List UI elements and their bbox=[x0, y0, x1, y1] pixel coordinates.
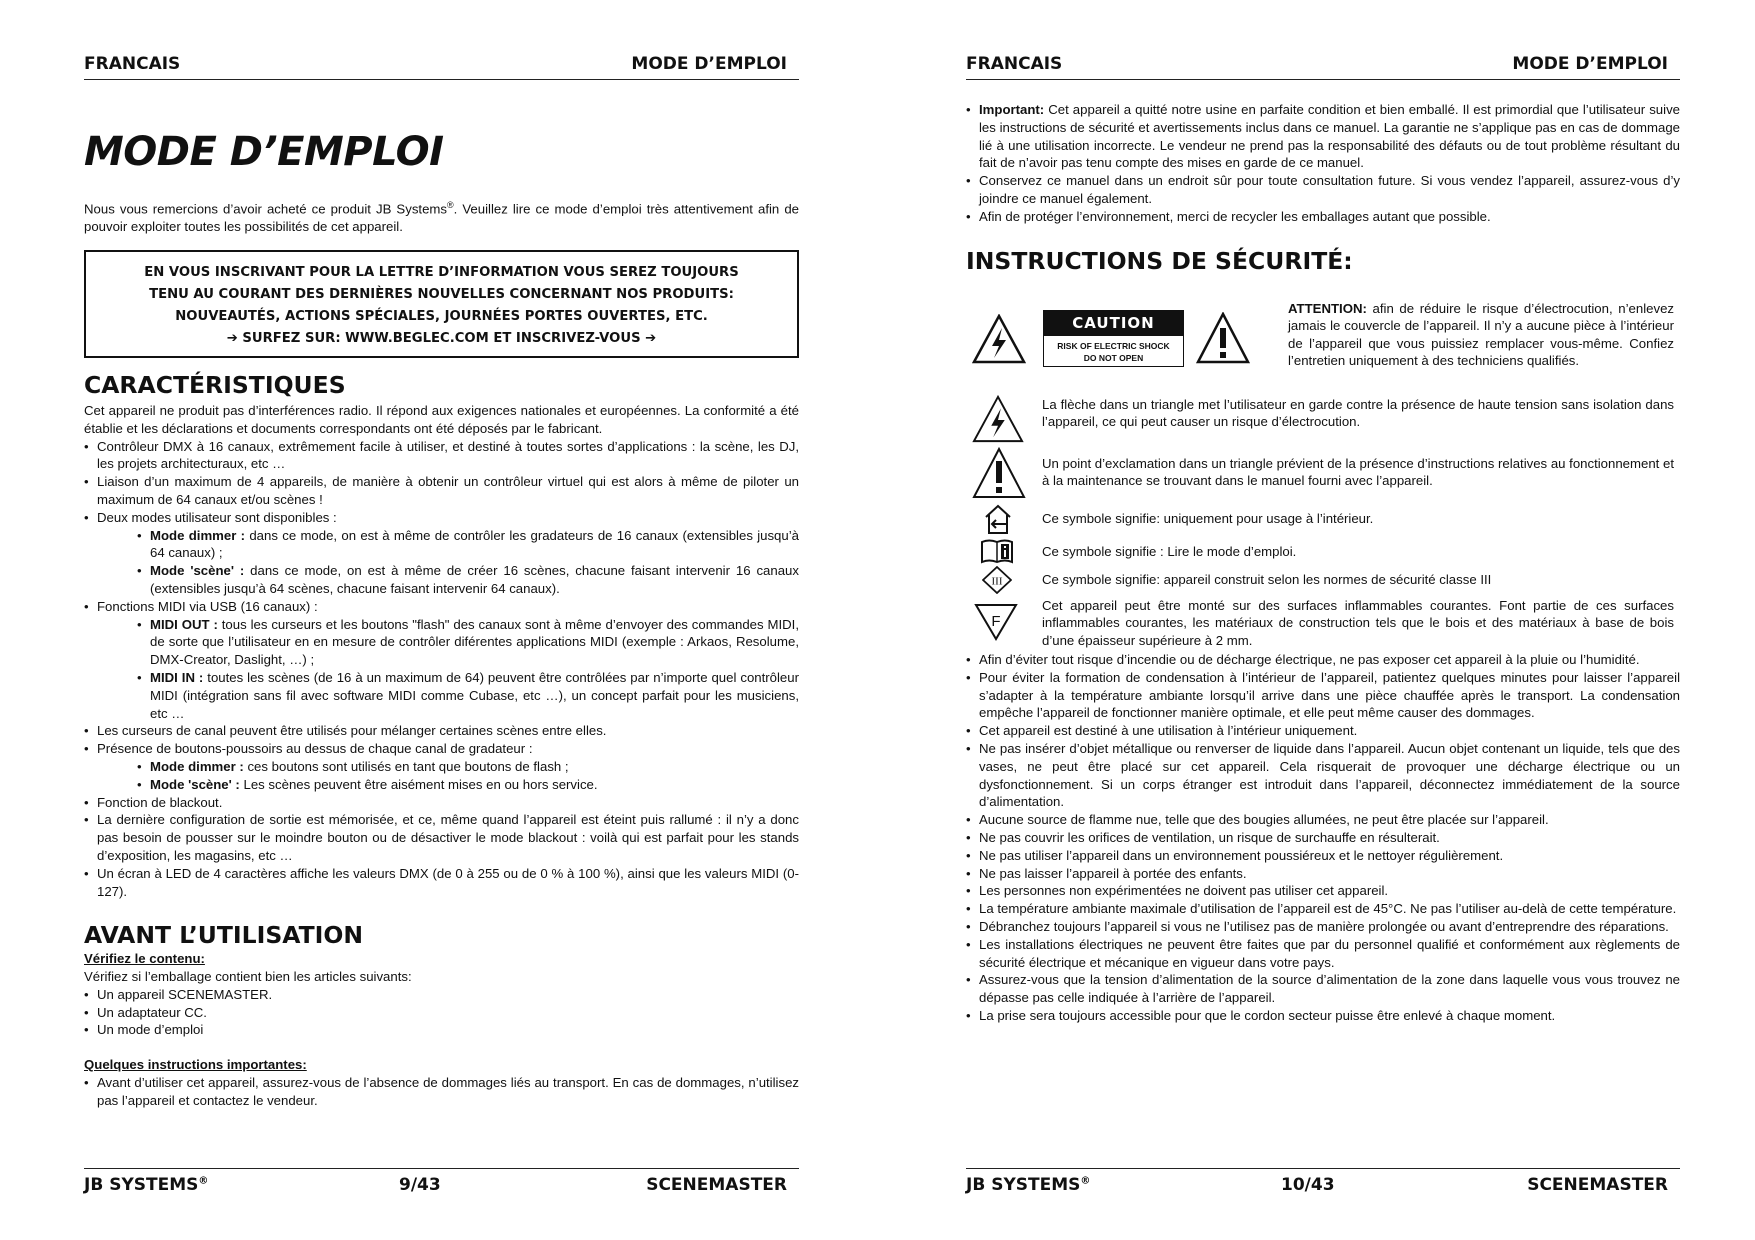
symbol-description: Un point d’exclamation dans un triangle prévient de la présence d’instructions relatives au fonctionnement et à la maintenance se trouvant dans le manuel fourni avec l’appareil. bbox=[1042, 456, 1674, 489]
list-item: • Afin de protéger l’environnement, merci de recycler les emballages autant que possible. bbox=[966, 208, 1680, 226]
list-item: • Mode 'scène' : dans ce mode, on est à même de créer 16 scènes, chacune faisant intervenir 16 canaux (extensibles jusqu’à 64 scènes, chacune faisant intervenir 64 canaux). bbox=[137, 562, 799, 598]
list-item: • Les personnes non expérimentées ne doivent pas utiliser cet appareil. bbox=[966, 882, 1680, 900]
footer-brand: JB SYSTEMS® bbox=[966, 1175, 1091, 1195]
list-item: • Liaison d’un maximum de 4 appareils, de manière à obtenir un contrôleur virtuel qui est alors à même de piloter un maximum de 64 canaux et/ou scènes ! bbox=[84, 473, 799, 509]
footer-page-number: 10/43 bbox=[1281, 1175, 1335, 1195]
list-item: • Fonctions MIDI via USB (16 canaux) : • MIDI OUT : tous les curseurs et les boutons "flash" des canaux sont à même d’envoyer des commandes MIDI, de sorte que l’utilisateur en en mesure de contrôler diférentes applications MIDI (exemple : Arkaos, Resolume, DMX-Creator, Daslight, …) ; • MIDI IN : toutes les scènes (de 16 à un maximum de 64) peuvent être contrôlées par n’importe quel contrôleur MIDI (intégration sans fil avec software MIDI comme Cubase, etc …), un concept parfait pour les musiciens, etc … bbox=[84, 598, 799, 723]
high-voltage-triangle-icon bbox=[972, 314, 1026, 364]
right-intro bbox=[966, 101, 1680, 276]
list-item: • Fonction de blackout. bbox=[84, 794, 799, 812]
page-footer bbox=[966, 1168, 1680, 1198]
attention-text: ATTENTION: afin de réduire le risque d’électrocution, n’enlevez jamais le couvercle de l’appareil. Il n’y a aucune pièce à l’intérieur de l’appareil que vous puissiez remplacer vous-même. Confiez l’entretien uniquement à des techniciens qualifiés. bbox=[1288, 301, 1674, 369]
symbol-description: Ce symbole signifie: appareil construit selon les normes de sécurité classe III bbox=[1042, 572, 1492, 587]
caution-line-2: DO NOT OPEN bbox=[1083, 353, 1144, 363]
page-right bbox=[966, 0, 1680, 1240]
list-item: • Conservez ce manuel dans un endroit sûr pour toute consultation future. Si vous vendez l’appareil, assurez-vous d’y joindre ce manuel également. bbox=[966, 172, 1680, 208]
list-item: • La prise sera toujours accessible pour que le cordon secteur puisse être enlevé à chaque moment. bbox=[966, 1007, 1680, 1025]
page-footer bbox=[84, 1168, 799, 1198]
list-item: • Ne pas insérer d’objet métallique ou renverser de liquide dans l’appareil. Aucun objet contenant un liquide, tels que des vases, ne peut être placé sur cet appareil. Cela risquerait de provoquer une décharge électrique ou un dysfonctionnement. Si un corps étranger est introduit dans l’appareil, déconnectez immédiatement de la source d’alimentation. bbox=[966, 740, 1680, 811]
features-intro: Cet appareil ne produit pas d’interférences radio. Il répond aux exigences nationales et européennes. La conformité a été établie et les déclarations et documents correspondants ont été déposés par le fabricant. bbox=[84, 402, 799, 436]
list-item: • Un mode d’emploi bbox=[84, 1021, 799, 1039]
list-item: • Mode dimmer : ces boutons sont utilisés en tant que boutons de flash ; bbox=[137, 758, 799, 776]
list-item: • Cet appareil est destiné à une utilisation à l’intérieur uniquement. bbox=[966, 722, 1680, 740]
symbol-description: Cet appareil peut être monté sur des surfaces inflammables courantes. Font partie de ces surfaces inflammables courantes, les matériaux de construction tels que le bois et des matériaux à base de bois d’une épaisseur supérieure à 2 mm. bbox=[1042, 598, 1674, 648]
list-item: • Contrôleur DMX à 16 canaux, extrêmement facile à utiliser, et destiné à toutes sortes d’applications : la scène, les DJ, les projets architecturaux, etc … bbox=[84, 438, 799, 474]
features-heading: CARACTÉRISTIQUES bbox=[84, 370, 346, 399]
list-item: • Avant d’utiliser cet appareil, assurez-vous de l’absence de dommages liés au transport. En cas de dommages, n’utilisez pas l’appareil et contactez le vendeur. bbox=[84, 1074, 799, 1110]
list-item: • Assurez-vous que la tension d’alimentation de la source d’alimentation de la zone dans laquelle vous vous trouvez ne dépasse pas celle indiquée à l’arrière de l’appareil. bbox=[966, 971, 1680, 1007]
list-item: • Un appareil SCENEMASTER. bbox=[84, 986, 799, 1004]
list-item: • Les curseurs de canal peuvent être utilisés pour mélanger certaines scènes entre elles. bbox=[84, 722, 799, 740]
sub-list bbox=[137, 758, 799, 794]
list-item: • Présence de boutons-poussoirs au dessus de chaque canal de gradateur : • Mode dimmer : ces boutons sont utilisés en tant que boutons de flash ; • Mode 'scène' : Les scènes peuvent être aisément mises en ou hors service. bbox=[84, 740, 799, 793]
list-item: • Un adaptateur CC. bbox=[84, 1004, 799, 1022]
class-iii-glyph: III bbox=[991, 575, 1003, 588]
indoor-use-icon bbox=[982, 503, 1014, 535]
list-item: • La température ambiante maximale d’utilisation de l’appareil est de 45°C. Ne pas l’utiliser au-delà de cette température. bbox=[966, 900, 1680, 918]
list-item: • Mode 'scène' : Les scènes peuvent être aisément mises en ou hors service. bbox=[137, 776, 799, 794]
check-contents-title: Vérifiez le contenu: bbox=[84, 951, 205, 967]
header-language: FRANCAIS bbox=[84, 54, 181, 74]
footer-page-number: 9/43 bbox=[399, 1175, 441, 1195]
before-use-heading: AVANT L’UTILISATION bbox=[84, 921, 364, 950]
symbol-row-flammable bbox=[966, 597, 1680, 649]
list-item: • Pour éviter la formation de condensation à l’intérieur de l’appareil, patientez quelques minutes pour laisser l’appareil s’adapter à la température ambiante lorsqu’il arrive dans une pièce chauffée après le transport. La condensation empêche l’appareil de fonctionner manière optimale, et elle peut même causer des dommages. bbox=[966, 669, 1680, 722]
page-title: MODE D’EMPLOI bbox=[84, 129, 444, 175]
list-item: • MIDI IN : toutes les scènes (de 16 à un maximum de 64) peuvent être contrôlées par n’importe quel contrôleur MIDI (intégration sans fil avec software MIDI comme Cubase, etc …), un concept parfait pour les musiciens, etc … bbox=[137, 669, 799, 722]
newsletter-line-1: EN VOUS INSCRIVANT POUR LA LETTRE D’INFORMATION VOUS SEREZ TOUJOURS bbox=[144, 264, 739, 280]
list-item: • Afin d’éviter tout risque d’incendie ou de décharge électrique, ne pas exposer cet appareil à la pluie ou l’humidité. bbox=[966, 651, 1680, 669]
important-instructions-title: Quelques instructions importantes: bbox=[84, 1057, 307, 1073]
list-item: • Ne pas laisser l’appareil à portée des enfants. bbox=[966, 865, 1680, 883]
footer-product: SCENEMASTER bbox=[646, 1175, 787, 1195]
list-item: • Ne pas couvrir les orifices de ventilation, un risque de surchauffe en résulterait. bbox=[966, 829, 1680, 847]
symbol-row-manual bbox=[966, 537, 1680, 565]
intro-list bbox=[966, 101, 1680, 226]
list-item: • Important: Cet appareil a quitté notre usine en parfaite condition et bien emballé. Il est primordial que l’utilisateur suive les instructions de sécurité et avertissements inclus dans ce manuel. La garantie ne s’applique pas en cas de dommage lié à une utilisation incorrecte. Le vendeur ne prend pas la responsabilité des défauts ou de tout problème résultant du fait de n’avoir pas tenu compte des mises en garde de ce manuel. bbox=[966, 101, 1680, 172]
package-contents-list bbox=[84, 986, 799, 1039]
exclamation-triangle-icon bbox=[972, 447, 1026, 499]
newsletter-link[interactable]: ➔ SURFEZ SUR: WWW.BEGLEC.COM ET INSCRIVEZ-VOUS ➔ bbox=[226, 330, 657, 346]
footer-brand: JB SYSTEMS® bbox=[84, 1175, 209, 1195]
caution-row bbox=[966, 300, 1680, 386]
caution-title: CAUTION bbox=[1044, 311, 1183, 336]
list-item: • Les installations électriques ne peuvent être faites que par du personnel qualifié et conformément aux règlements de sécurité électrique et mécanique en vigueur dans votre pays. bbox=[966, 936, 1680, 972]
high-voltage-triangle-icon bbox=[972, 394, 1024, 444]
read-manual-icon bbox=[980, 538, 1014, 564]
flammable-glyph: F bbox=[991, 613, 1001, 630]
exclamation-triangle-icon bbox=[1196, 312, 1250, 364]
header-section: MODE D’EMPLOI bbox=[1512, 54, 1668, 74]
sub-list bbox=[137, 616, 799, 723]
safety-instructions bbox=[966, 651, 1680, 1025]
newsletter-line-3: NOUVEAUTÉS, ACTIONS SPÉCIALES, JOURNÉES PORTES OUVERTES, ETC. bbox=[175, 308, 708, 324]
symbol-description: La flèche dans un triangle met l’utilisateur en garde contre la présence de haute tension sans isolation dans l’appareil, ce qui peut causer un risque d’électrocution. bbox=[1042, 397, 1674, 430]
safety-heading: INSTRUCTIONS DE SÉCURITÉ: bbox=[966, 246, 1353, 275]
class-iii-icon bbox=[982, 566, 1012, 594]
flammable-surface-icon bbox=[974, 603, 1018, 641]
check-contents-intro: Vérifiez si l’emballage contient bien les articles suivants: bbox=[84, 969, 412, 985]
symbol-row-indoor bbox=[966, 503, 1680, 537]
list-item: • Deux modes utilisateur sont disponibles : • Mode dimmer : dans ce mode, on est à même de contrôler les gradateurs de 16 canaux (extensibles jusqu’à 64 canaux) ; • Mode 'scène' : dans ce mode, on est à même de créer 16 scènes, chacune faisant intervenir 16 canaux (extensibles jusqu’à 64 scènes, chacune faisant intervenir 64 canaux). bbox=[84, 509, 799, 598]
intro-paragraph: Nous vous remercions d’avoir acheté ce produit JB Systems®. Veuillez lire ce mode d’emploi très attentivement afin de pouvoir exploiter toutes les possibilités de cet appareil. bbox=[84, 200, 799, 235]
list-item: • Mode dimmer : dans ce mode, on est à même de contrôler les gradateurs de 16 canaux (extensibles jusqu’à 64 canaux) ; bbox=[137, 527, 799, 563]
list-item: • Un écran à LED de 4 caractères affiche les valeurs DMX (de 0 à 255 ou de 0 % à 100 %), ainsi que les valeurs MIDI (0-127). bbox=[84, 865, 799, 901]
symbol-description: Ce symbole signifie : Lire le mode d’emploi. bbox=[1042, 544, 1297, 559]
page-header bbox=[966, 54, 1680, 80]
symbol-row-class3 bbox=[966, 566, 1680, 594]
header-language: FRANCAIS bbox=[966, 54, 1063, 74]
caution-label bbox=[1043, 310, 1184, 367]
sub-list bbox=[137, 527, 799, 598]
important-instructions-list bbox=[84, 1074, 799, 1110]
list-item: • Ne pas utiliser l’appareil dans un environnement poussiéreux et le nettoyer régulièrement. bbox=[966, 847, 1680, 865]
symbol-row-exclamation bbox=[966, 447, 1680, 499]
newsletter-line-2: TENU AU COURANT DES DERNIÈRES NOUVELLES CONCERNANT NOS PRODUITS: bbox=[149, 286, 734, 302]
list-item: • Débranchez toujours l’appareil si vous ne l’utilisez pas de manière prolongée ou avant d’entreprendre des réparations. bbox=[966, 918, 1680, 936]
page-header bbox=[84, 54, 799, 80]
footer-product: SCENEMASTER bbox=[1527, 1175, 1668, 1195]
symbol-description: Ce symbole signifie: uniquement pour usage à l’intérieur. bbox=[1042, 511, 1374, 526]
list-item: • La dernière configuration de sortie est mémorisée, et ce, même quand l’appareil est éteint puis rallumé : il n’y a donc pas besoin de pousser sur le moindre bouton ou de désactiver le mode blackout : voilà qui est parfait pour les stands d’exposition, les magasins, etc … bbox=[84, 811, 799, 864]
list-item: • MIDI OUT : tous les curseurs et les boutons "flash" des canaux sont à même d’envoyer des commandes MIDI, de sorte que l’utilisateur en en mesure de contrôler diférentes applications MIDI (exemple : Arkaos, Resolume, DMX-Creator, Daslight, …) ; bbox=[137, 616, 799, 669]
newsletter-box bbox=[84, 250, 799, 358]
header-section: MODE D’EMPLOI bbox=[631, 54, 787, 74]
list-item: • Aucune source de flamme nue, telle que des bougies allumées, ne peut être placée sur l’appareil. bbox=[966, 811, 1680, 829]
symbol-row-voltage bbox=[966, 394, 1680, 444]
safety-list bbox=[966, 651, 1680, 1025]
features-list bbox=[84, 438, 799, 901]
caution-line-1: RISK OF ELECTRIC SHOCK bbox=[1057, 341, 1170, 351]
page-left bbox=[84, 0, 799, 1240]
left-content bbox=[84, 128, 799, 1110]
